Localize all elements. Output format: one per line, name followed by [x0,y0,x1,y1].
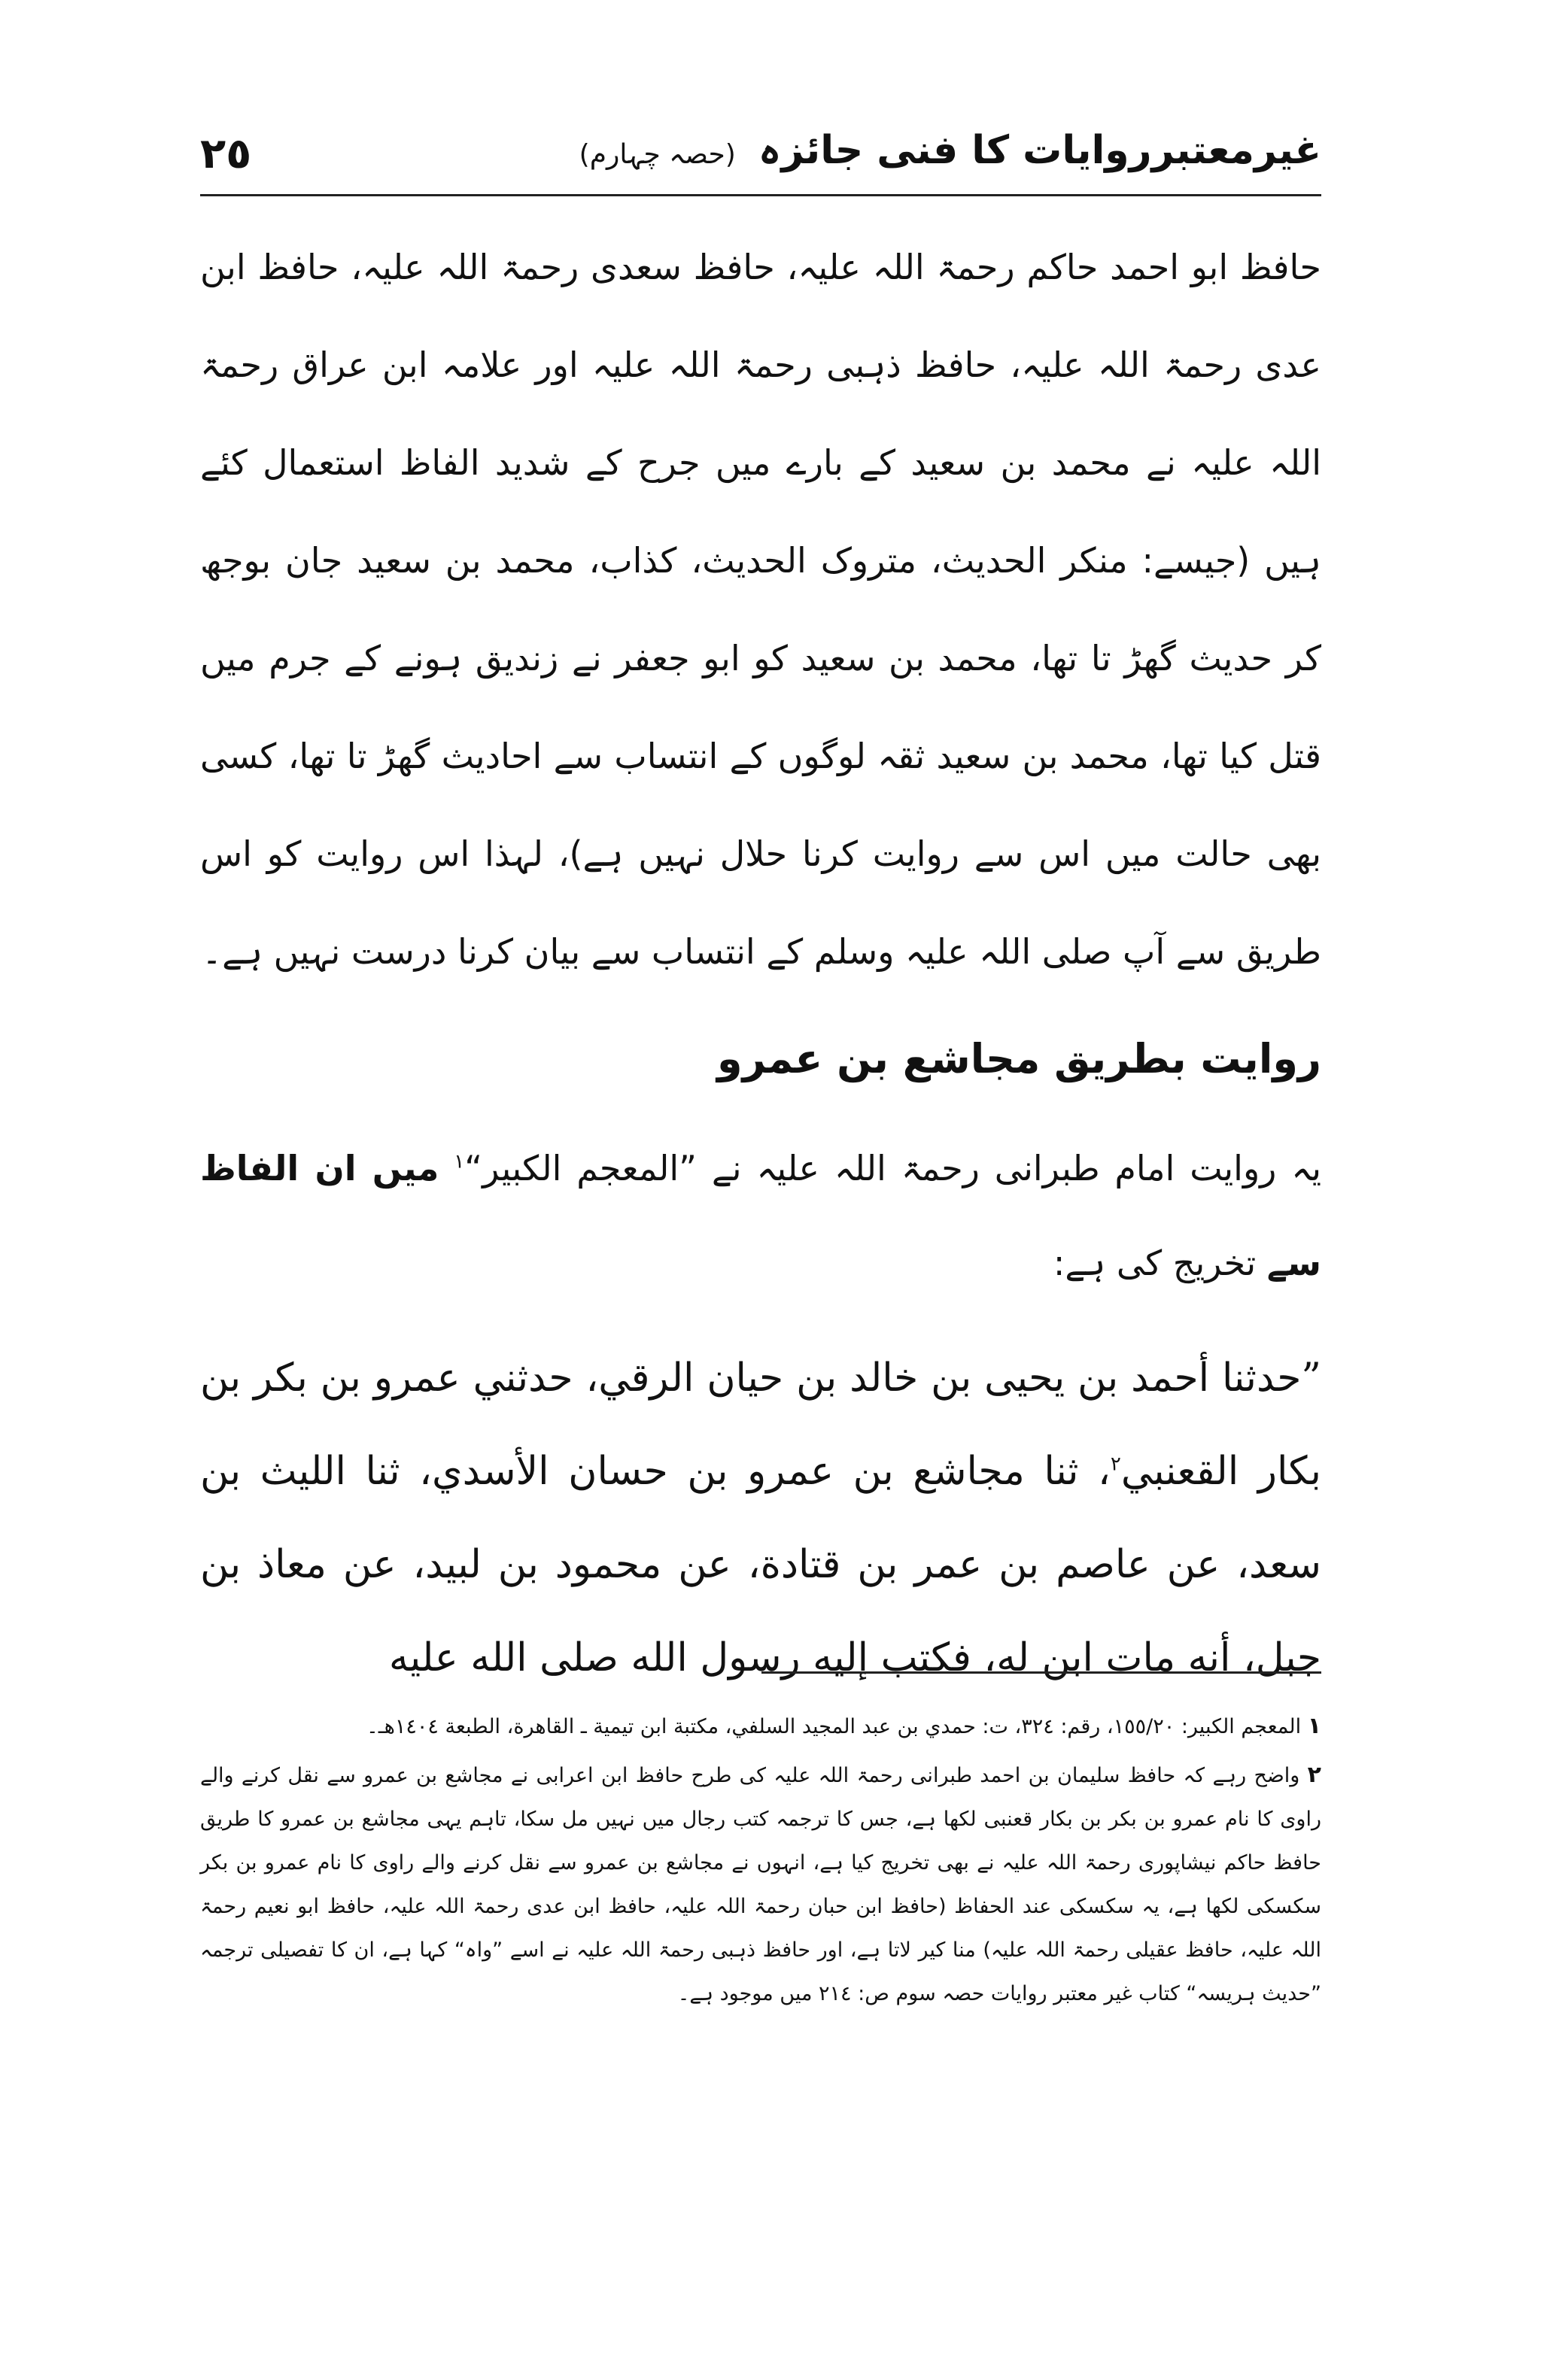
footnote-text: المعجم الكبير: ١٥٥/٢٠، رقم: ٣٢٤، ت: حمدي بن عبد المجيد السلفي، مكتبة ابن تيمية ـ القاهرة، الطبعة ١٤٠٤هـ۔ [366,1715,1302,1738]
arabic-hadith-quote [200,1331,1321,1705]
paragraph-intro [200,1121,1321,1310]
book-title: غیرمعتبرروایات کا فنی جائزہ [758,128,1321,173]
footnote-marker: ٢ [1307,1762,1321,1788]
quote-text-2: ، ثنا مجاشع بن عمرو بن حسان الأسدي، ثنا الليث بن سعد، عن عاصم بن عمر بن قتادة، عن محمود بن لبيد، عن معاذ بن جبل، أنه مات ابن له، فكتب إليه رسول الله صلى الله عليه [200,1449,1321,1680]
intro-text: یہ روایت امام طبرانی رحمۃ اللہ علیہ نے ”المعجم الکبیر“ [464,1148,1321,1188]
section-heading: روایت بطریق مجاشع بن عمرو [717,1035,1321,1082]
footnote-marker: ١ [1307,1713,1321,1739]
footnote-separator [761,1671,1321,1674]
running-title [579,128,1321,173]
header-rule [200,194,1321,196]
intro-bold-text: میں ان الفاظ سے [200,1148,1321,1283]
intro-text-end: تخریج کی ہے: [1053,1243,1257,1283]
quote-text-1: ”حدثنا أحمد بن يحيى بن خالد بن حيان الرقي، حدثني عمرو بن بكر بن بكار القعنبي [200,1355,1321,1494]
paragraph-jarh: حافظ ابو احمد حاکم رحمۃ اللہ علیہ، حافظ سعدی رحمۃ اللہ علیہ، حافظ ابن عدی رحمۃ اللہ علیہ، حافظ ذہبی رحمۃ اللہ علیہ اور علامہ ابن عراق رحمۃ اللہ علیہ نے محمد بن سعید کے بارے میں جرح کے شدید الفاظ استعمال کئے ہیں (جیسے: منکر الحدیث، متروک الحدیث، کذاب، محمد بن سعید جان بوجھ کر حدیث گھڑ تا تھا، محمد بن سعید کو ابو جعفر نے زندیق ہونے کے جرم میں قتل کیا تھا، محمد بن سعید ثقہ لوگوں کے انتساب سے احادیث گھڑ تا تھا، کسی بھی حالت میں اس سے روایت کرنا حلال نہیں ہے)، لہذا اس روایت کو اس طریق سے آپ صلی اللہ علیہ وسلم کے انتساب سے بیان کرنا درست نہیں ہے۔ [200,247,1321,972]
page-header [200,120,1321,193]
page-number: ٢٥ [200,129,252,178]
footnote-text: واضح رہے کہ حافظ سلیمان بن احمد طبرانی رحمۃ اللہ علیہ کی طرح حافظ ابن اعرابی نے مجاشع بن عمرو سے نقل کرنے والے راوی کا نام عمرو بن بکر بن بکار قعنبی لکھا ہے، جس کا ترجمہ کتب رجال میں نہیں مل سکا، تاہم یہی مجاشع بن عمرو کا طریق حافظ حاکم نیشاپوری رحمۃ اللہ علیہ نے بھی تخریج کیا ہے، انہوں نے مجاشع بن عمرو سے نقل کرنے والے راوی کا نام عمرو بن بکر سکسکی لکھا ہے، یہ سکسکی عند الحفاظ (حافظ ابن حبان رحمۃ اللہ علیہ، حافظ ابن عدی رحمۃ اللہ علیہ، حافظ ابو نعیم رحمۃ اللہ علیہ، حافظ عقیلی رحمۃ اللہ علیہ) منا کیر لاتا ہے، اور حافظ ذہبی رحمۃ اللہ علیہ نے اسے ”واہ“ کہا ہے، ان کا تفصیلی ترجمہ ”حدیث ہریسہ“ کتاب غیر معتبر روایات حصہ سوم ص: ٢١٤ میں موجود ہے۔ [200,1764,1321,2005]
footnote-2 [200,1753,1321,2016]
footnote-ref-2[interactable]: ٢ [1110,1453,1121,1476]
main-text [200,218,1321,1705]
footnote-ref-1[interactable]: ١ [454,1150,465,1173]
footnote-1 [200,1705,1321,1749]
footnotes [200,1705,1321,2020]
book-part: (حصہ چہارم) [579,139,736,170]
